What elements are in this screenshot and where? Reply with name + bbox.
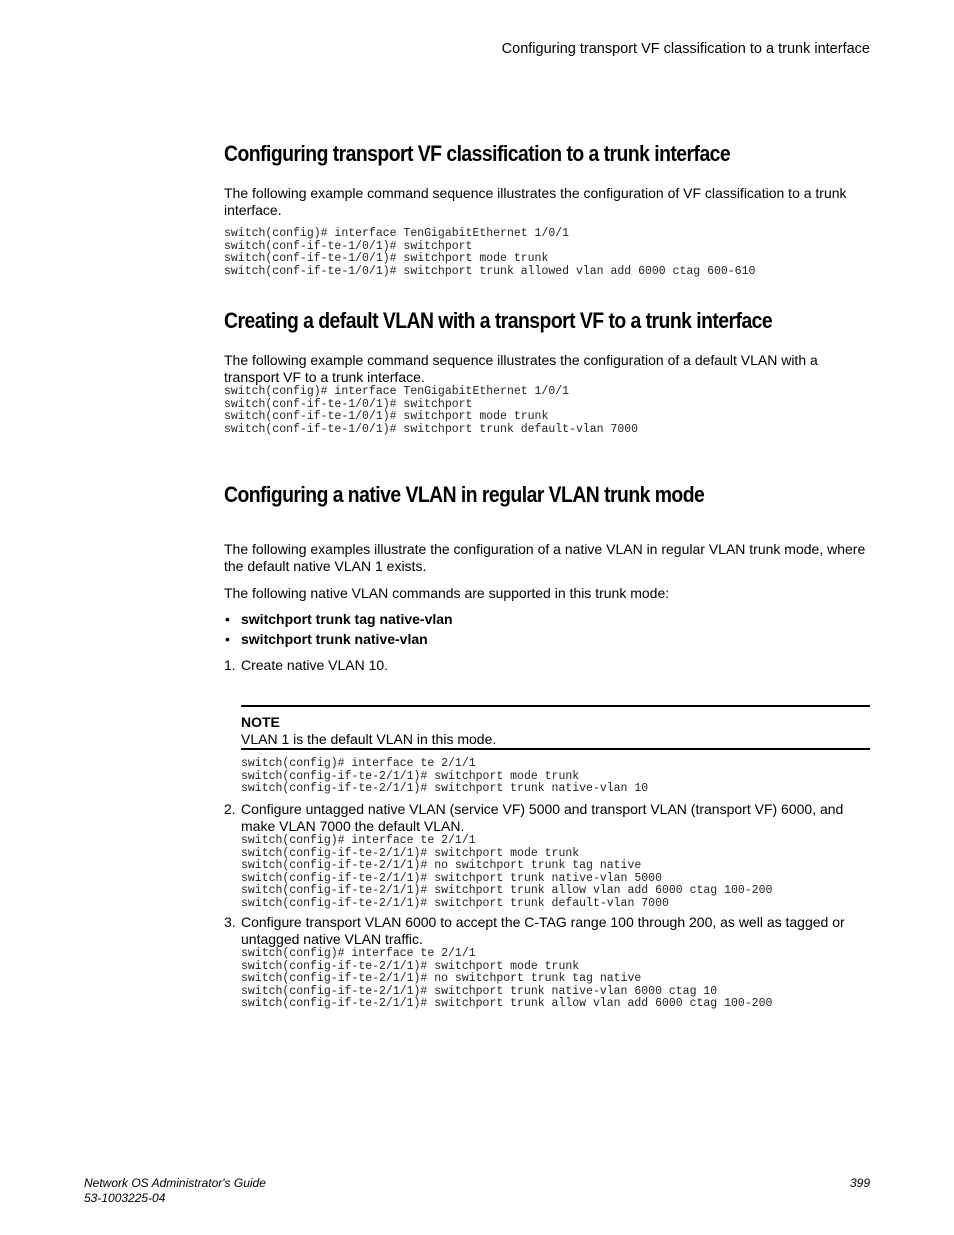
section-heading-default-vlan: Creating a default VLAN with a transport VF to a trunk interface [224,308,773,333]
step-3 [224,914,871,948]
section1-intro: The following example command sequence illustrates the configuration of VF classification to a trunk interface. [224,185,847,218]
bullet-item [225,631,428,648]
step-text: Configure transport VLAN 6000 to accept the C-TAG range 100 through 200, as well as tagged or untagged native VLAN traffic. [241,914,845,947]
step-number: 3. [224,914,236,930]
section3-intro: The following examples illustrate the configuration of a native VLAN in regular VLAN trunk mode, where the default native VLAN 1 exists. [224,541,866,574]
note-text: VLAN 1 is the default VLAN in this mode. [241,731,497,747]
footer-page-number: 399 [849,1176,870,1190]
bullet-text: switchport trunk native-vlan [241,631,428,647]
bullet-text: switchport trunk tag native-vlan [241,611,453,627]
bullet-dot: • [225,611,230,627]
bullet-item [225,611,453,628]
footer-doc-number: 53-1003225-04 [84,1191,166,1205]
section2-intro: The following example command sequence illustrates the configuration of a default VLAN with a transport VF to a trunk interface. [224,352,818,385]
step-text: Create native VLAN 10. [241,657,389,673]
section-heading-transport-vf: Configuring transport VF classification to a trunk interface [224,141,731,166]
section3-supported-text: The following native VLAN commands are supported in this trunk mode: [224,585,670,601]
bullet-dot: • [225,631,230,647]
step-text: Configure untagged native VLAN (service VF) 5000 and transport VLAN (transport VF) 6000, and make VLAN 7000 the default VLAN. [241,801,844,834]
step-1 [224,657,389,674]
step1-code-block: switch(config)# interface te 2/1/1 switch(config-if-te-2/1/1)# switchport mode trunk switch(config-if-te-2/1/1)# switchport trunk native-vlan 10 [241,757,649,795]
section1-code-block: switch(config)# interface TenGigabitEthernet 1/0/1 switch(conf-if-te-1/0/1)# switchport switch(conf-if-te-1/0/1)# switchport mode trunk switch(conf-if-te-1/0/1)# switchport trunk allowed vlan add 6000 ctag 600-610 [224,227,756,278]
step-number: 1. [224,657,236,673]
note-top-rule [241,705,870,707]
step-2 [224,801,871,835]
section2-code-block: switch(config)# interface TenGigabitEthernet 1/0/1 switch(conf-if-te-1/0/1)# switchport switch(conf-if-te-1/0/1)# switchport mode trunk switch(conf-if-te-1/0/1)# switchport trunk default-vlan 7000 [224,385,639,436]
note-label: NOTE [241,714,280,730]
note-bottom-rule [241,748,870,750]
running-header: Configuring transport VF classification to a trunk interface [501,41,870,57]
section-heading-native-vlan: Configuring a native VLAN in regular VLAN trunk mode [224,482,705,507]
step2-code-block: switch(config)# interface te 2/1/1 switch(config-if-te-2/1/1)# switchport mode trunk switch(config-if-te-2/1/1)# no switchport trunk tag native switch(config-if-te-2/1/1)# switchport trunk native-vlan 5000 switch(config-if-te-2/1/1)# switchport trunk allow vlan add 6000 ctag 100-200 switch(config-if-te-2/1/1)# switchport trunk default-vlan 7000 [241,834,773,910]
step-number: 2. [224,801,236,817]
step3-code-block: switch(config)# interface te 2/1/1 switch(config-if-te-2/1/1)# switchport mode trunk switch(config-if-te-2/1/1)# no switchport trunk tag native switch(config-if-te-2/1/1)# switchport trunk native-vlan 6000 ctag 10 switch(config-if-te-2/1/1)# switchport trunk allow vlan add 6000 ctag 100-200 [241,947,773,1010]
footer-book-title: Network OS Administrator's Guide [84,1176,266,1190]
